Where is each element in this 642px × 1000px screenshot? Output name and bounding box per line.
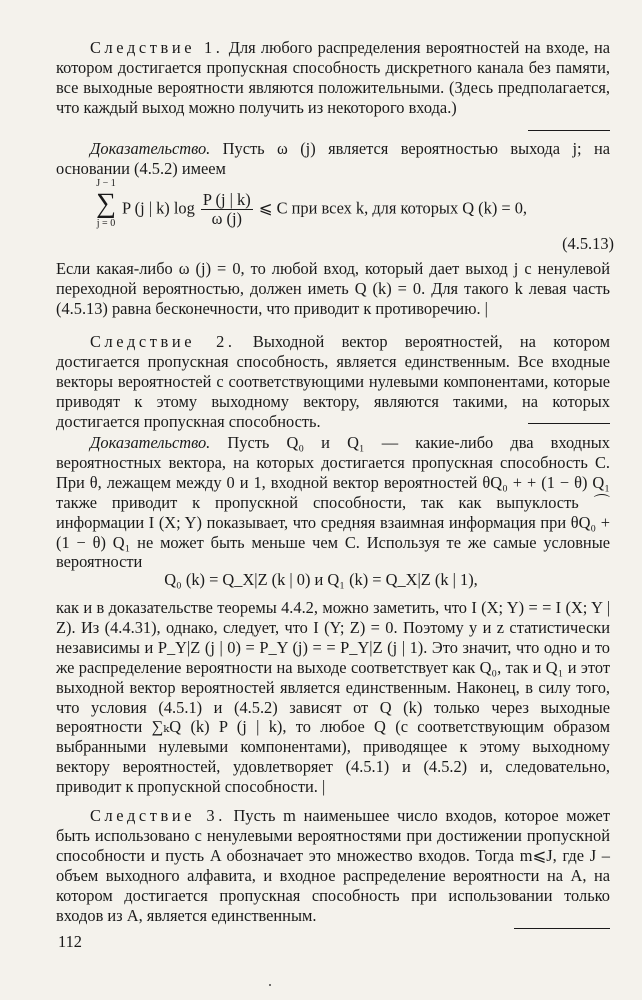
contradiction-text: Если какая-либо ω (j) = 0, то любой вход, который дает выход j с ненулевой переходной вероятностью, должен иметь Q (k) = 0. Для такого k левая часть (4.5.13) равна бесконечности, что приводит к противоречию. |: [56, 259, 610, 318]
sum-lower-limit: j = 0: [96, 218, 116, 229]
corollary-3-text: Пусть m наименьшее число входов, которое может быть использовано с ненулевыми вероятностями при достижении пропускной способности и пусть A обозначает это множество входов. Тогда m⩽J, где J – объем выходного алфавита, и входное распределение вероятности на A, на котором достигается пропускная способность при использовании только входов из A, является единственным.: [56, 806, 610, 925]
end-rule-3: [514, 928, 610, 929]
sigma-glyph: ∑: [96, 188, 116, 219]
fraction-denominator: ω (j): [211, 209, 242, 228]
corollary-3: [56, 806, 610, 925]
proof-2: [56, 433, 610, 572]
formula-4-5-13: [88, 178, 614, 234]
sum-symbol: [88, 178, 124, 230]
proof-continued-text: как и в доказательстве теоремы 4.4.2, можно заметить, что I (X; Y) = = I (X; Y | Z). Из (4.4.31), однако, следует, что I (Y; Z) = 0. Поэтому y и z статистически независимы и P_Y|Z (j | 0) = P_Y (j) = = P_Y|Z (j | 1). Это значит, что одно и то же распределение вероятности на выходе соответствует как Q₀, так и Q₁ и этот выходной вектор вероятностей является единственным. Наконец, в силу того, что условия (4.5.1) и (4.5.2) зависят от Q (k) только через выходные вероятности ∑ₖQ (k) P (j | k), то любое Q (с соответствующим образом выбранными нулевыми компонентами), приводящее к этому выходному вектору вероятностей, удовлетворяет (4.5.1) и (4.5.2) и, следовательно, приводит к пропускной способности. |: [56, 598, 610, 797]
equation-number: (4.5.13): [562, 234, 614, 253]
page-number: 112: [58, 932, 82, 951]
fraction-numerator: P (j | k): [202, 190, 251, 209]
corollary-2-heading: Следствие 2.: [90, 332, 236, 351]
corollary-1-heading: Следствие 1.: [90, 38, 224, 57]
formula-right: ⩽ C при всех k, для которых Q (k) = 0,: [258, 198, 528, 218]
paragraph-contradiction: [56, 259, 610, 319]
proof-1-heading: Доказательство.: [90, 139, 211, 158]
paragraph-proof-continued: [56, 598, 610, 797]
fraction: [201, 191, 253, 228]
proof-1: [56, 139, 610, 179]
formula-left: P (j | k) log: [122, 198, 195, 218]
corollary-2-text: Выходной вектор вероятностей, на котором достигается пропускная способность, является единственным. Все входные векторы вероятностей с соответствующими нулевыми компонентами, которые приводят к этому выходному вектору, являются такими, на которых достигается пропускная способность.: [56, 332, 610, 431]
sum-upper-limit: J − 1: [96, 178, 116, 189]
proof-2-heading: Доказательство.: [90, 433, 211, 452]
end-rule-1: [528, 130, 610, 131]
corollary-1-text: Для любого распределения вероятностей на входе, на котором достигается пропускная способность дискретного канала без памяти, все выходные вероятности являются положительными. (Здесь предполагается, что каждый выход можно получить из некоторого входа.): [56, 38, 611, 117]
corollary-2: [56, 332, 610, 432]
formula-body: [122, 191, 527, 228]
end-rule-2: [528, 423, 610, 424]
formula-q0-q1: Q₀ (k) = Q_X|Z (k | 0) и Q₁ (k) = Q_X|Z (k | 1),: [164, 570, 478, 589]
proof-2-text: Пусть Q₀ и Q₁ — какие-либо два входных вероятностных вектора, на которых достигается пропускная способность C. При θ, лежащем между 0 и 1, входной вектор вероятностей θQ₀ + + (1 − θ) Q₁ также приводит к пропускной способности, так как выпуклость ⌒ информации I (X; Y) показывает, что средняя взаимная информация при θQ₀ + (1 − θ) Q₁ не может быть меньше чем C. Используя те же самые условные вероятности: [56, 433, 610, 572]
corollary-3-heading: Следствие 3.: [90, 806, 226, 825]
speck: [269, 984, 271, 986]
proof-1-text: Пусть ω (j) является вероятностью выхода j; на основании (4.5.2) имеем: [56, 139, 610, 178]
corollary-1: [56, 38, 610, 118]
